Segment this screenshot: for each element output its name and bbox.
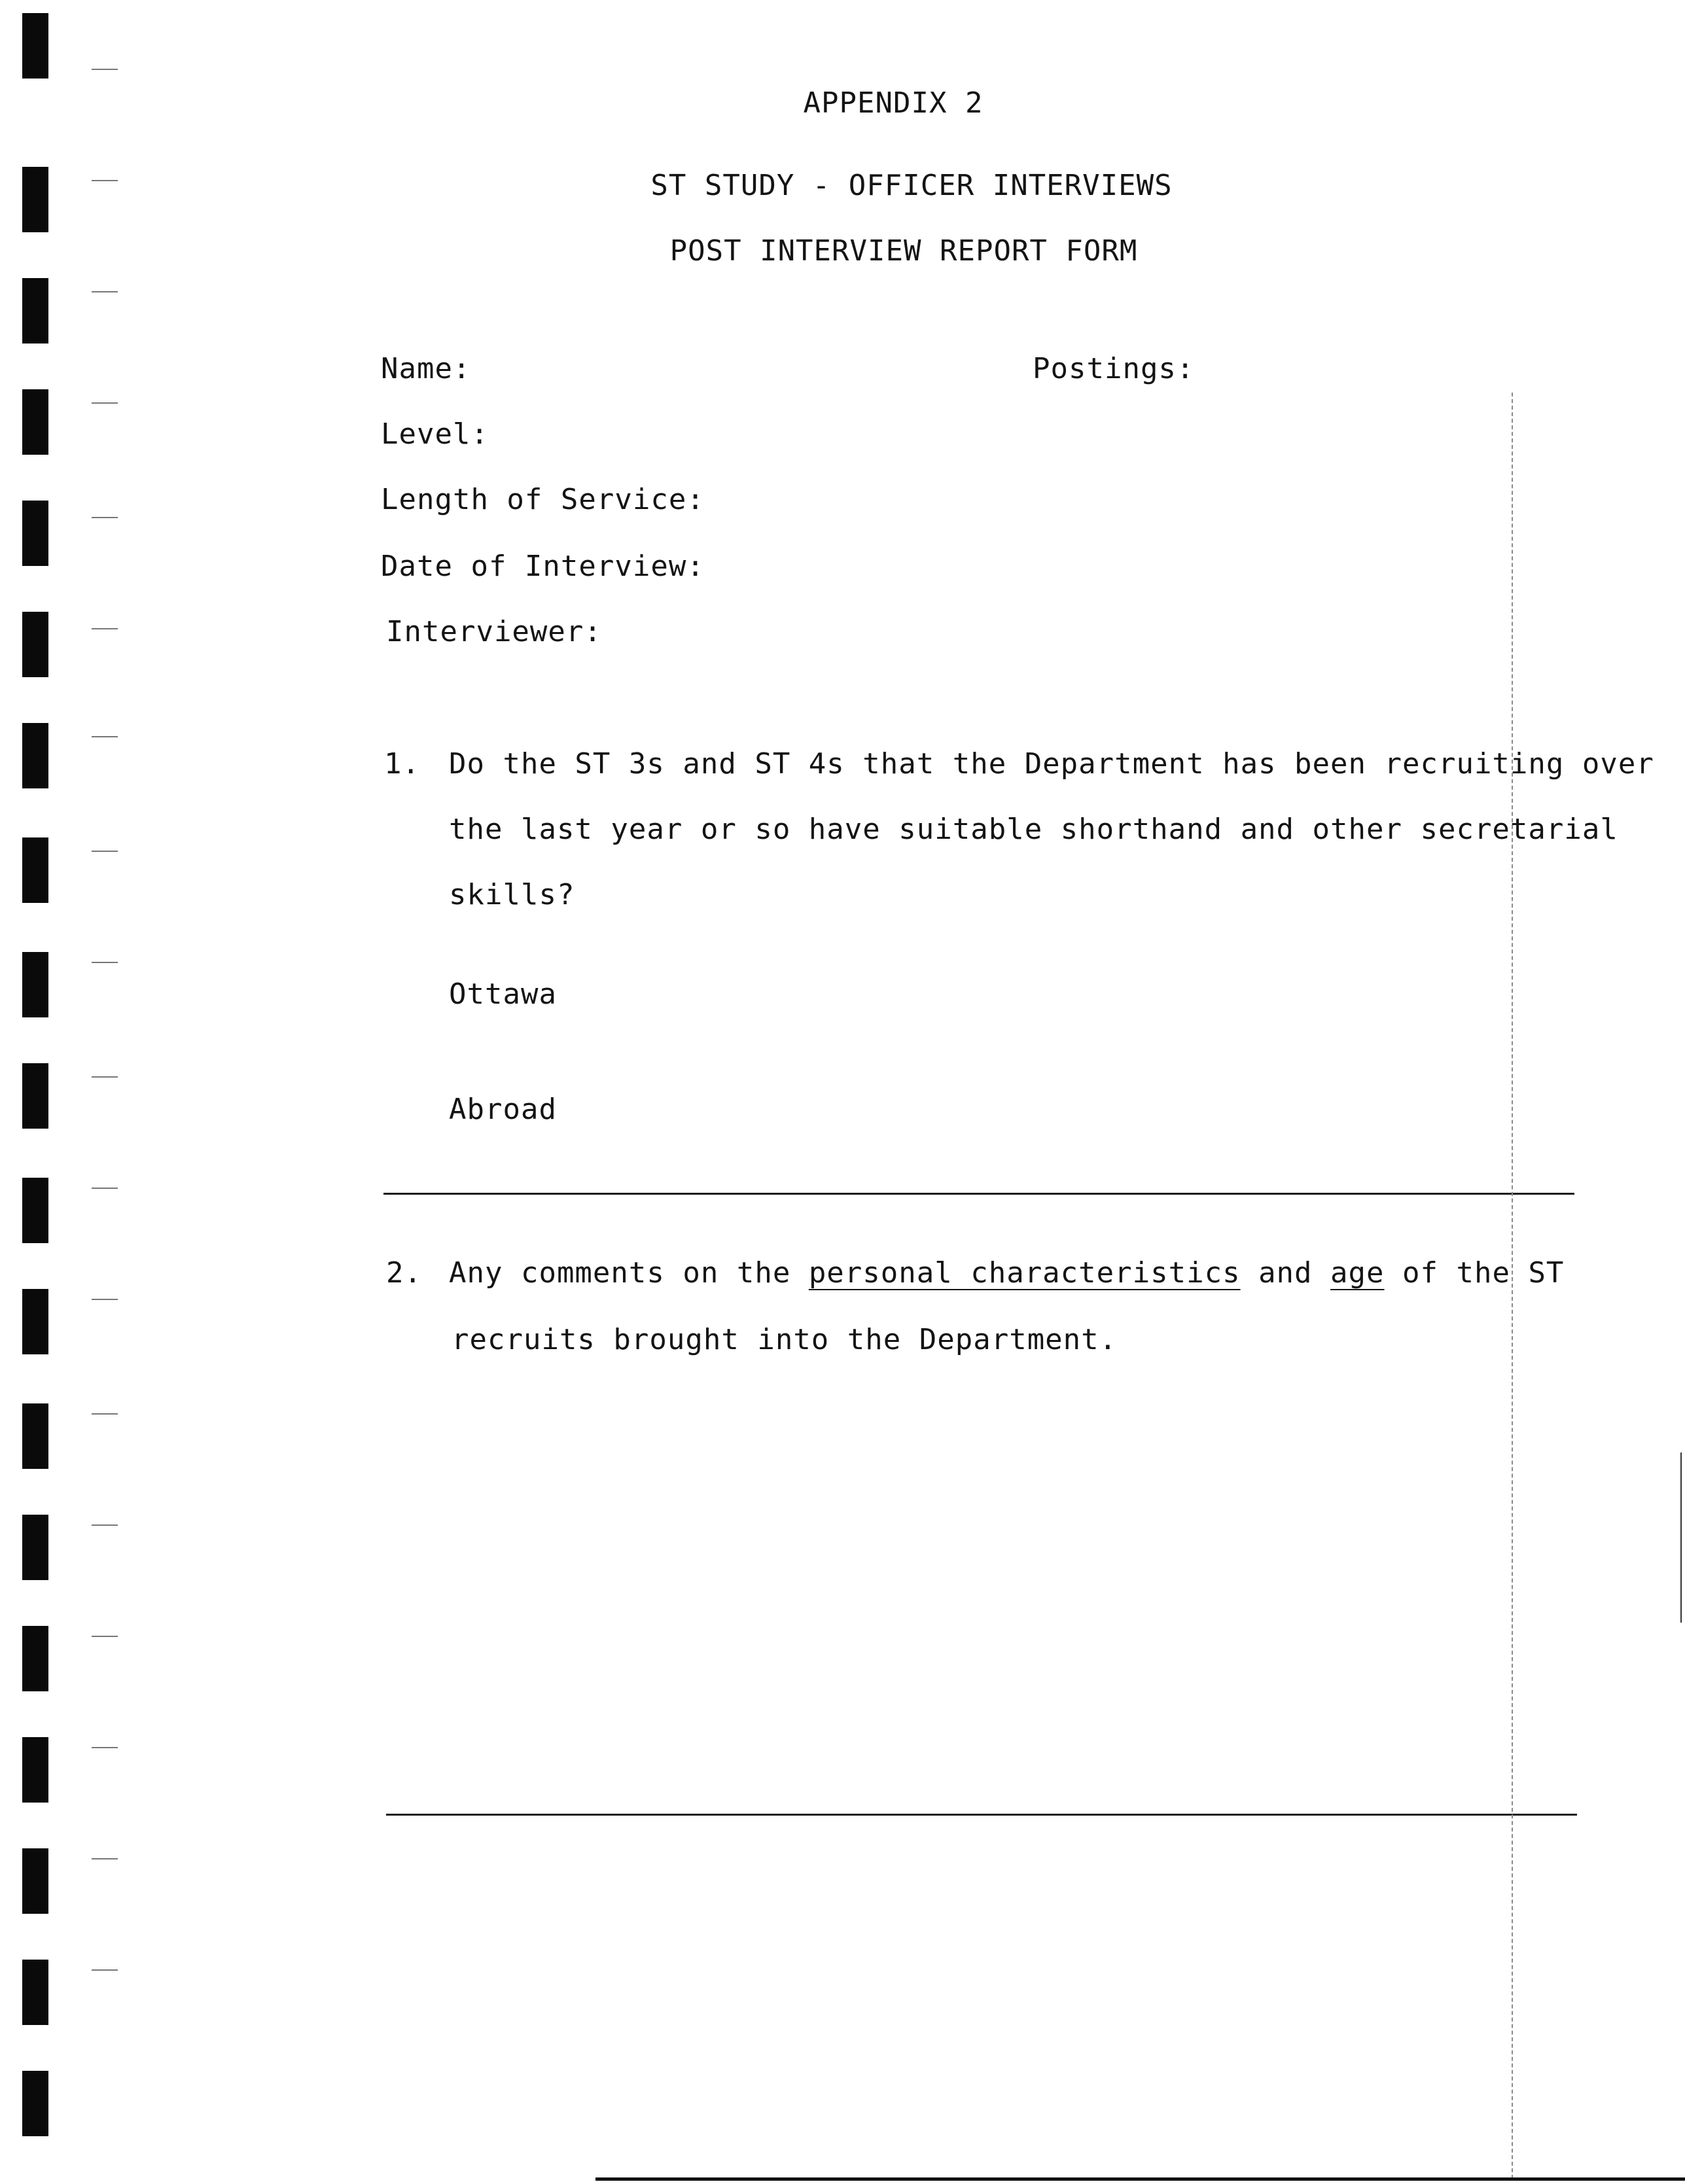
binding-tick: [92, 1413, 118, 1415]
binding-mark: [22, 1737, 48, 1803]
personal-characteristics-underlined: personal characteristics: [808, 1256, 1241, 1290]
binding-mark: [22, 13, 48, 79]
binding-tick: [92, 851, 118, 852]
binding-tick: [92, 962, 118, 963]
binding-mark: [22, 1289, 48, 1354]
question-1-ottawa: Ottawa: [449, 978, 557, 1011]
binding-tick: [92, 1636, 118, 1637]
binding-mark: [22, 278, 48, 343]
binding-tick: [92, 180, 118, 181]
binding-mark: [22, 1063, 48, 1129]
page-bottom-edge: [595, 2177, 1685, 2181]
section-divider: [386, 1814, 1577, 1816]
question-2-text-a: Any comments on the: [449, 1256, 809, 1290]
length-of-service-label: Length of Service:: [381, 483, 705, 516]
binding-tick: [92, 1188, 118, 1189]
binding-tick: [92, 1299, 118, 1300]
binding-mark: [22, 1178, 48, 1243]
binding-tick: [92, 291, 118, 292]
binding-mark: [22, 1848, 48, 1914]
name-label: Name:: [381, 352, 471, 385]
binding-tick: [92, 628, 118, 629]
binding-mark: [22, 1960, 48, 2025]
question-1-abroad: Abroad: [449, 1093, 557, 1126]
binding-tick: [92, 736, 118, 737]
form-title: POST INTERVIEW REPORT FORM: [669, 234, 1138, 268]
binding-tick: [92, 1524, 118, 1526]
binding-mark: [22, 612, 48, 677]
binding-mark: [22, 1626, 48, 1691]
level-label: Level:: [381, 417, 489, 451]
question-2-line-1: [449, 1256, 1564, 1290]
question-2-text-c: of the ST: [1384, 1256, 1565, 1290]
right-margin-line: [1512, 393, 1513, 2179]
question-1-line-1: Do the ST 3s and ST 4s that the Department has been recruiting over: [449, 747, 1654, 781]
date-of-interview-label: Date of Interview:: [381, 550, 705, 583]
question-2-line-2: recruits brought into the Department.: [452, 1323, 1118, 1356]
age-underlined: age: [1330, 1256, 1385, 1290]
binding-tick: [92, 69, 118, 70]
study-heading: ST STUDY - OFFICER INTERVIEWS: [650, 169, 1173, 202]
binding-mark: [22, 389, 48, 455]
postings-label: Postings:: [1033, 352, 1195, 385]
binding-mark: [22, 1515, 48, 1580]
binding-mark: [22, 501, 48, 566]
binding-mark: [22, 1403, 48, 1469]
binding-mark: [22, 837, 48, 903]
binding-mark: [22, 723, 48, 788]
binding-mark: [22, 167, 48, 232]
question-1-line-3: skills?: [449, 878, 575, 911]
question-2-number: 2.: [386, 1256, 422, 1290]
question-1-number: 1.: [384, 747, 420, 781]
binding-tick: [92, 402, 118, 404]
binding-tick: [92, 1858, 118, 1859]
appendix-heading: APPENDIX 2: [803, 86, 984, 120]
binding-mark: [22, 952, 48, 1017]
section-divider: [383, 1193, 1574, 1195]
question-1-line-2: the last year or so have suitable shorthand and other secretarial: [449, 813, 1618, 846]
question-2-text-b: and: [1240, 1256, 1331, 1290]
binding-tick: [92, 517, 118, 518]
binding-tick: [92, 1076, 118, 1078]
binding-tick: [92, 1969, 118, 1971]
page-edge-line: [1680, 1453, 1682, 1623]
interviewer-label: Interviewer:: [386, 615, 602, 648]
binding-mark: [22, 2071, 48, 2136]
binding-tick: [92, 1747, 118, 1748]
